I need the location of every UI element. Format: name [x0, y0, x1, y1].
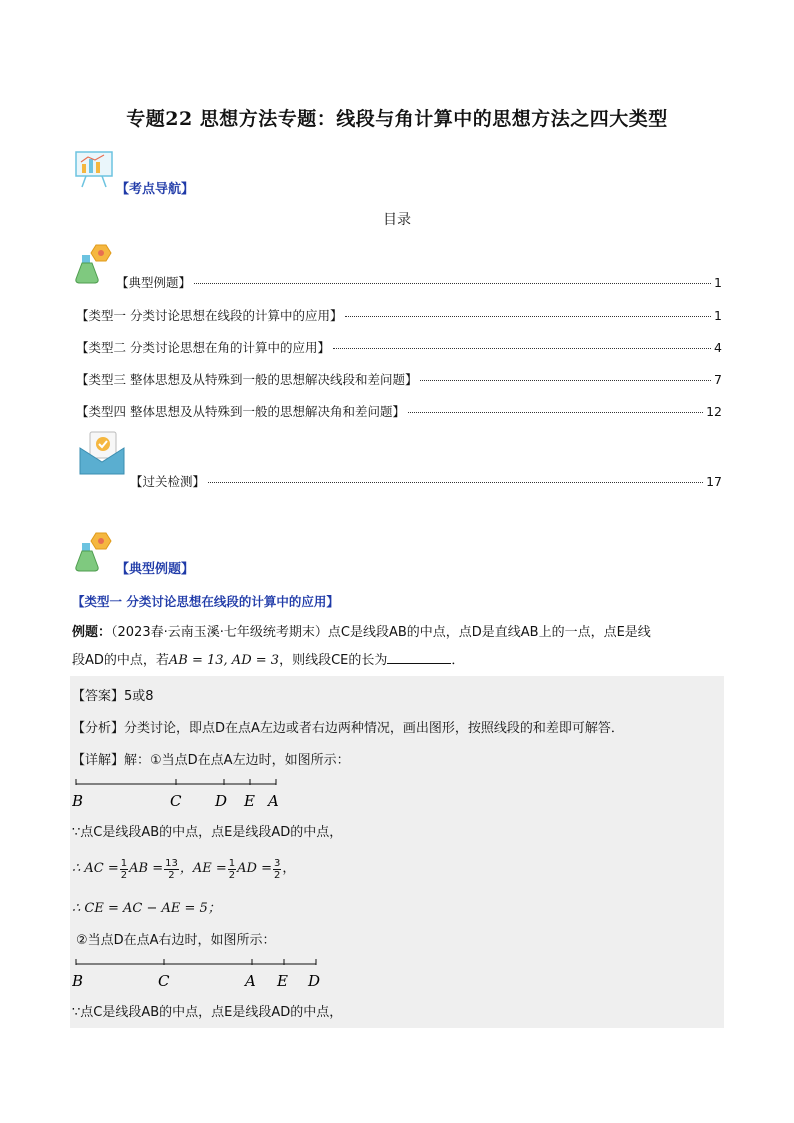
- toc-dot-leader: [420, 379, 711, 381]
- point-label: C: [158, 972, 170, 990]
- toc-item-type1[interactable]: [76, 306, 722, 324]
- denominator: 2: [273, 869, 281, 881]
- point-label: E: [244, 792, 255, 810]
- denominator: 2: [120, 869, 128, 881]
- toc-item-page: 17: [706, 474, 722, 489]
- point-label: A: [268, 792, 279, 810]
- toc-item-label: 【类型二 分类讨论思想在角的计算中的应用】: [76, 340, 330, 355]
- toc-item-label: 【类型一 分类讨论思想在线段的计算中的应用】: [76, 308, 343, 323]
- segment-figure-2: [72, 956, 332, 990]
- nav-label: 【考点导航】: [116, 182, 195, 197]
- toc-item-typical-examples[interactable]: [116, 273, 722, 291]
- denominator: 2: [228, 869, 236, 881]
- answer-line: [72, 684, 154, 710]
- flask-icon: [72, 531, 116, 577]
- point-label: B: [72, 792, 84, 810]
- toc-item-type3[interactable]: [76, 370, 722, 388]
- equation-text: AB =: [129, 861, 164, 876]
- checklist-envelope-icon: [78, 430, 126, 480]
- example-text: ．: [451, 653, 465, 668]
- toc-heading: 目录: [383, 212, 411, 228]
- page-title: 专题22 思想方法专题：线段与角计算中的思想方法之四大类型: [126, 108, 668, 130]
- equation-line-1: [72, 856, 295, 882]
- numerator: 1: [228, 857, 236, 869]
- toc-item-page: 1: [714, 275, 722, 290]
- flask-icon: [72, 243, 116, 289]
- toc-item-page: 1: [714, 308, 722, 323]
- toc-item-page: 12: [706, 404, 722, 419]
- point-label: E: [277, 972, 288, 990]
- since-line-2: ∵点C是线段AB的中点，点E是线段AD的中点，: [72, 1005, 343, 1020]
- example-text: ，则线段CE的长为: [279, 653, 388, 668]
- numerator: 13: [165, 857, 178, 869]
- detail-line: [72, 748, 350, 774]
- example-prefix: 例题：: [72, 625, 112, 640]
- toc-item-type2[interactable]: [76, 338, 722, 356]
- segment-figure-1: [72, 776, 292, 810]
- toc-item-checkpoint[interactable]: [130, 472, 722, 490]
- toc-dot-leader: [208, 481, 703, 483]
- fraction: [228, 858, 236, 881]
- example-text: （2023春·云南玉溪·七年级统考期末）点C是线段AB的中点，点D是直线AB上的一点，点E是线: [111, 625, 651, 640]
- since-line-1: ∵点C是线段AB的中点，点E是线段AD的中点，: [72, 825, 343, 840]
- fraction: [273, 858, 281, 881]
- answer-label: 【答案】: [72, 689, 125, 704]
- equation-text: ，: [282, 861, 296, 876]
- presentation-chart-icon: [74, 150, 116, 192]
- answer-value: 5或8: [124, 689, 154, 704]
- toc-item-type4[interactable]: [76, 402, 722, 420]
- analysis-text: 分类讨论，即点D在点A左边或者右边两种情况，画出图形，按照线段的和差即可解答．: [124, 721, 624, 736]
- toc-item-label: 【过关检测】: [130, 474, 206, 489]
- example-line-1: [72, 620, 732, 646]
- toc-dot-leader: [408, 411, 703, 413]
- toc-dot-leader: [194, 282, 711, 284]
- analysis-label: 【分析】: [72, 721, 125, 736]
- numerator: 1: [120, 857, 128, 869]
- answer-blank: [387, 649, 451, 664]
- point-label: D: [215, 792, 228, 810]
- point-label: A: [245, 972, 256, 990]
- numerator: 3: [273, 857, 281, 869]
- toc-dot-leader: [333, 347, 711, 349]
- detail-label: 【详解】: [72, 753, 125, 768]
- equation-text: AD =: [237, 861, 272, 876]
- equation-text: ∴ AC =: [72, 861, 119, 876]
- fraction: [164, 858, 179, 881]
- case2-line: ②当点D在点A右边时，如图所示：: [76, 933, 276, 948]
- type1-heading: 【类型一 分类讨论思想在线段的计算中的应用】: [72, 594, 339, 609]
- point-label: C: [170, 792, 182, 810]
- toc-item-page: 4: [714, 340, 722, 355]
- toc-item-label: 【类型三 整体思想及从特殊到一般的思想解决线段和差问题】: [76, 372, 418, 387]
- detail-case1: 解：①当点D在点A左边时，如图所示：: [124, 753, 350, 768]
- toc-item-label: 【类型四 整体思想及从特殊到一般的思想解决角和差问题】: [76, 404, 405, 419]
- section-heading: 【典型例题】: [116, 562, 195, 577]
- denominator: 2: [168, 869, 175, 881]
- example-text: 段AD的中点，若: [72, 653, 169, 668]
- fraction: [120, 858, 128, 881]
- example-line-2: [72, 648, 732, 674]
- toc-dot-leader: [345, 315, 711, 317]
- analysis-line: [72, 716, 624, 742]
- example-condition: AB = 13, AD = 3: [168, 653, 280, 668]
- equation-text: ，AE =: [179, 861, 227, 876]
- equation-line-2: ∴ CE = AC − AE = 5；: [72, 901, 221, 916]
- point-label: D: [308, 972, 321, 990]
- toc-item-page: 7: [714, 372, 722, 387]
- point-label: B: [72, 972, 84, 990]
- toc-item-label: 【典型例题】: [116, 275, 192, 290]
